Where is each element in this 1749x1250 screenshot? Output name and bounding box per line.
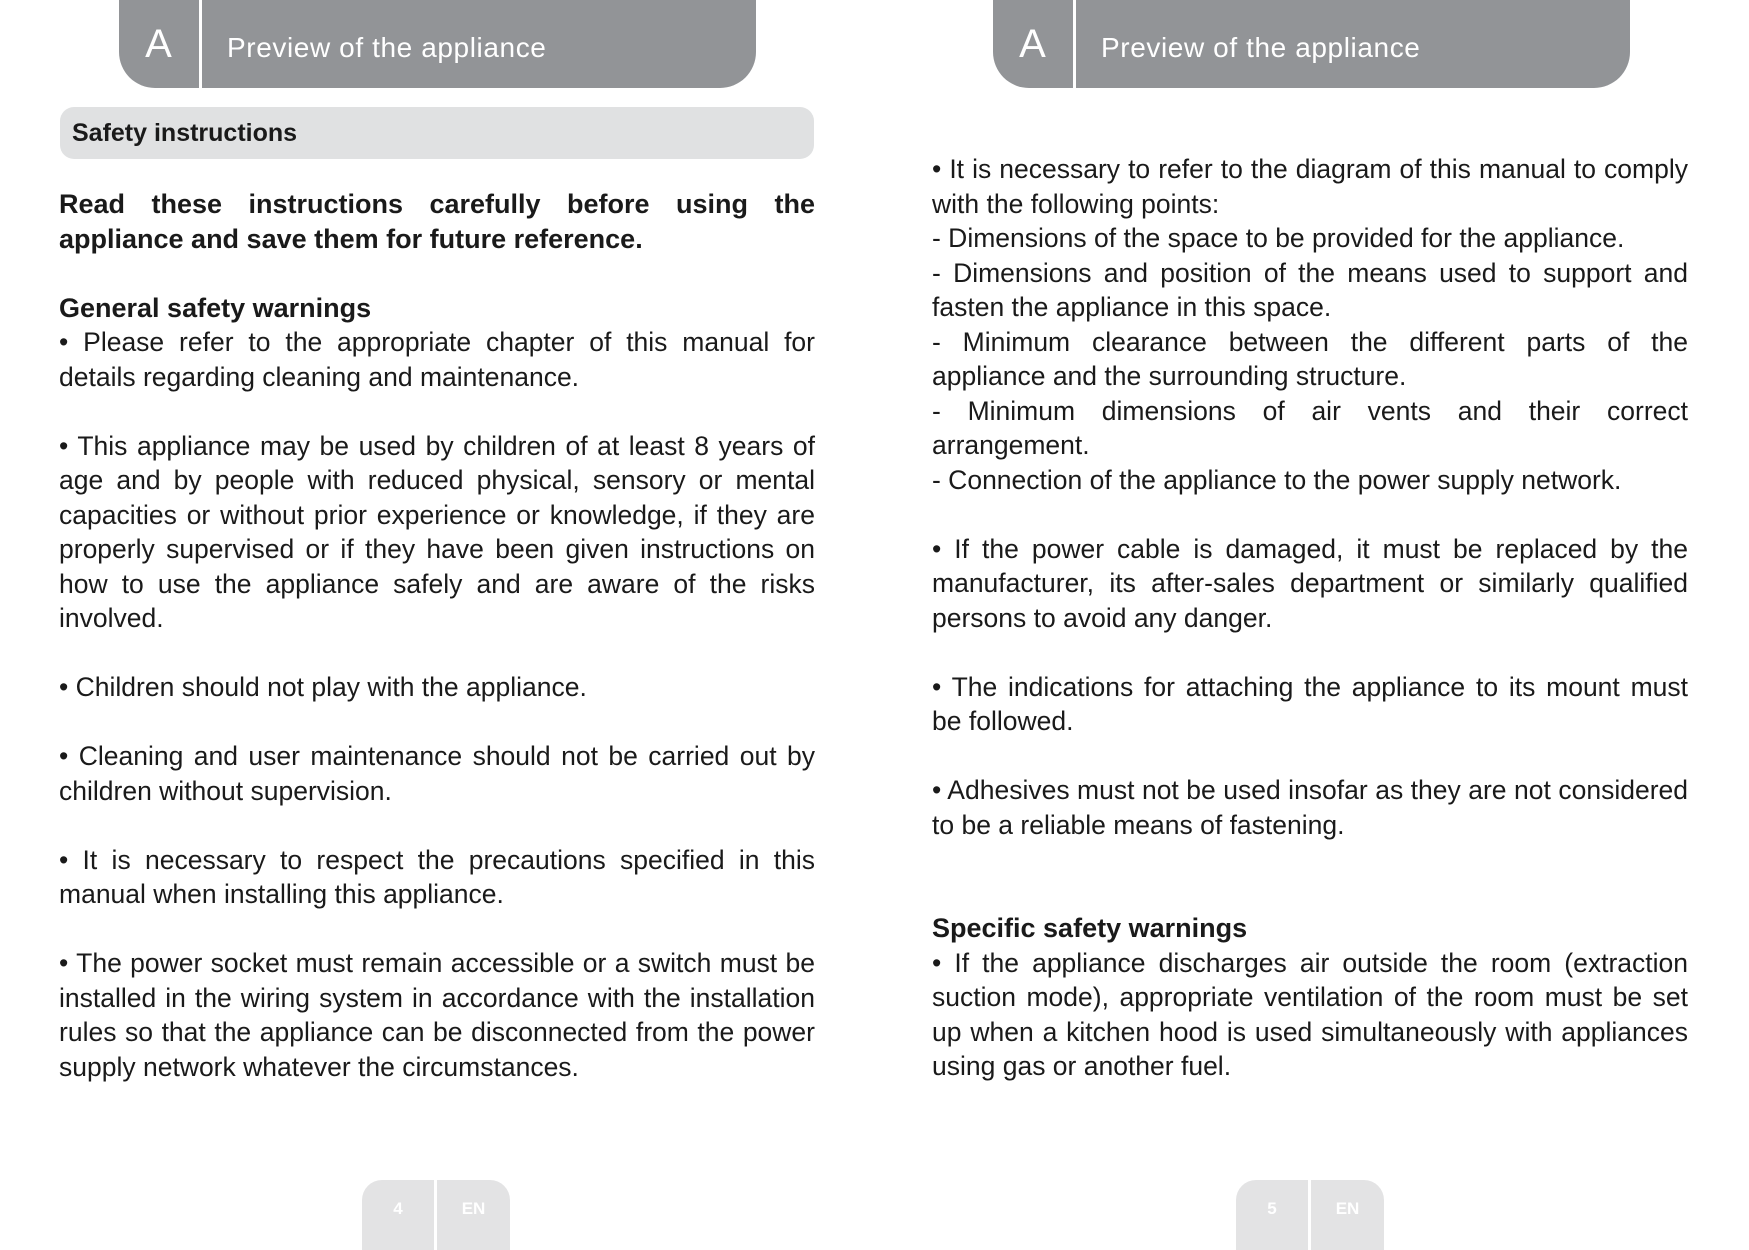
page-footer xyxy=(362,1180,510,1250)
page-number: 4 xyxy=(393,1199,403,1218)
paragraph-cleaning: • Please refer to the appropriate chapter of this manual for details regarding cleaning and maintenance. xyxy=(59,327,815,392)
diagram-point: - Minimum clearance between the different parts of the appliance and the surrounding structure. xyxy=(932,326,1688,391)
paragraph-supervision: • Cleaning and user maintenance should not be carried out by children without supervision. xyxy=(59,741,815,806)
paragraph-ventilation: • If the appliance discharges air outside the room (extraction suction mode), appropriate ventilation of the room must be set up when a kitchen hood is used simultaneously with appliances using gas or another fuel. xyxy=(932,947,1688,1081)
paragraph-power-socket: • The power socket must remain accessible or a switch must be installed in the wiring system in accordance with the installation rules so that the appliance can be disconnected from the power supply network whatever the circumstances. xyxy=(59,948,815,1082)
paragraph-power-cable: • If the power cable is damaged, it must be replaced by the manufacturer, its after-sales department or similarly qualified persons to avoid any danger. xyxy=(932,533,1688,633)
tab-divider xyxy=(1073,0,1076,88)
diagram-point: - Dimensions of the space to be provided for the appliance. xyxy=(932,223,1625,253)
paragraph-precautions: • It is necessary to respect the precautions specified in this manual when installing this appliance. xyxy=(59,844,815,909)
right-text-column xyxy=(932,152,1688,1084)
chapter-tab xyxy=(119,0,756,88)
page-number: 5 xyxy=(1267,1199,1277,1218)
left-page xyxy=(0,0,874,1241)
chapter-title: Preview of the appliance xyxy=(227,32,547,63)
tab-divider xyxy=(199,0,202,88)
chapter-letter: A xyxy=(1019,21,1047,66)
paragraph-mount: • The indications for attaching the appliance to its mount must be followed. xyxy=(932,671,1688,736)
section-title: Safety instructions xyxy=(72,118,298,147)
paragraph-children-use: • This appliance may be used by children of at least 8 years of age and by people with reduced physical, sensory or mental capacities or without prior experience or knowledge, if they are properly supervised or if they have been given instructions on how to use the appliance safely and are aware of the risks involved. xyxy=(59,430,815,633)
diagram-intro: • It is necessary to refer to the diagram of this manual to comply with the following points: xyxy=(932,154,1688,219)
section-title-bar xyxy=(60,107,814,159)
chapter-title: Preview of the appliance xyxy=(1101,32,1421,63)
diagram-point: - Connection of the appliance to the power supply network. xyxy=(932,464,1622,495)
chapter-letter: A xyxy=(145,21,173,66)
paragraph-adhesives: • Adhesives must not be used insofar as they are not considered to be a reliable means of fastening. xyxy=(932,775,1688,840)
left-text-column xyxy=(59,187,815,1084)
language-code: EN xyxy=(1335,1199,1360,1218)
chapter-tab xyxy=(993,0,1630,88)
paragraph-children-play: • Children should not play with the appliance. xyxy=(59,672,587,702)
language-code: EN xyxy=(461,1199,486,1218)
intro-text: Read these instructions carefully before using the appliance and save them for future reference. xyxy=(59,189,815,254)
diagram-point: - Minimum dimensions of air vents and their correct arrangement. xyxy=(932,395,1688,460)
diagram-point: - Dimensions and position of the means used to support and fasten the appliance in this space. xyxy=(932,257,1688,322)
specific-safety-heading: Specific safety warnings xyxy=(932,913,1248,943)
general-safety-heading: General safety warnings xyxy=(59,292,372,323)
right-page xyxy=(875,0,1749,1241)
page-footer xyxy=(1236,1180,1384,1250)
